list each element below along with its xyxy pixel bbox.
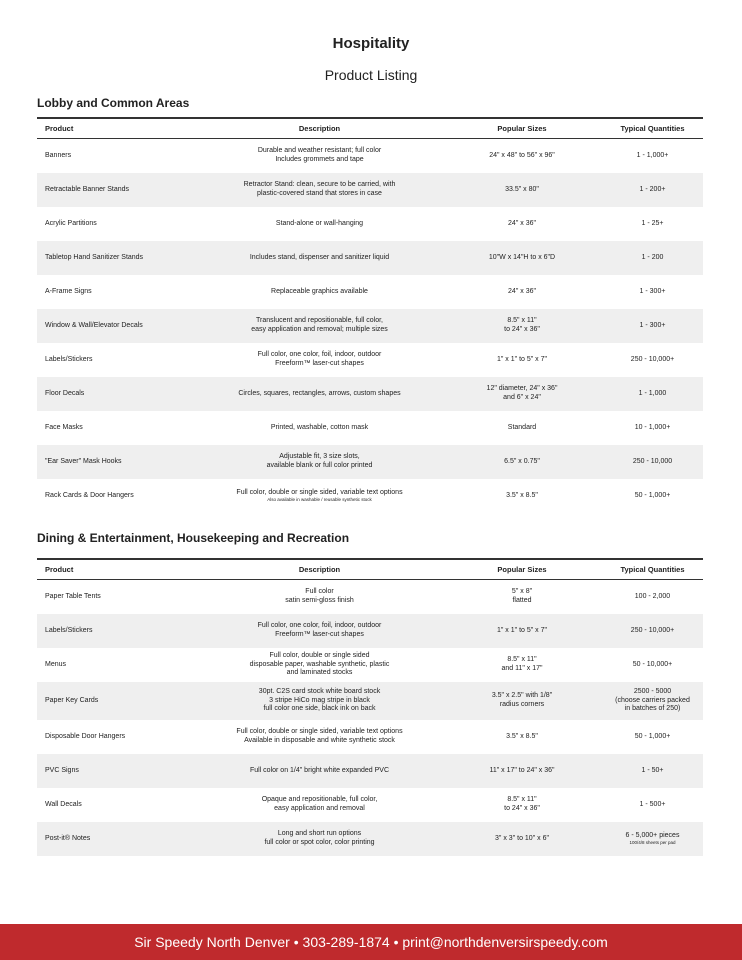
table-row <box>37 377 703 411</box>
popular-size-line: 3" x 3" to 10" x 6" <box>495 834 549 842</box>
section-heading-dining: Dining & Entertainment, Housekeeping and Recreation <box>37 531 350 545</box>
popular-size-line: 8.5" x 11" <box>507 317 537 325</box>
typical-quantity <box>602 356 703 365</box>
typical-quantity <box>602 832 703 846</box>
description-line: 3 stripe HiCo mag stripe in black <box>269 696 370 704</box>
table-row <box>37 788 703 822</box>
popular-size <box>442 288 602 297</box>
popular-size-line: 8.5" x 11" <box>507 656 537 664</box>
popular-size <box>442 317 602 335</box>
table-row <box>37 580 703 614</box>
col-header-quantities: Typical Quantities <box>620 565 685 574</box>
product-name: PVC Signs <box>45 766 79 774</box>
typical-quantity-line: 1 - 300+ <box>639 321 666 329</box>
typical-quantity-line: 100 - 2,000 <box>634 592 671 600</box>
col-header-product: Product <box>45 124 74 133</box>
typical-quantity <box>602 322 703 331</box>
description-line: and laminated stocks <box>286 669 353 677</box>
typical-quantity-line: 6 - 5,000+ pieces <box>625 832 680 840</box>
typical-quantity-line: 1 - 1,000+ <box>636 151 669 159</box>
description-line: Available in disposable and white synthetic stock <box>244 737 395 744</box>
description-line: Full color, one color, foil, indoor, outdoor <box>257 622 382 630</box>
description-line: Adjustable fit, 3 size slots, <box>279 453 360 461</box>
popular-size <box>442 152 602 161</box>
table-row <box>37 479 703 513</box>
section-heading-lobby: Lobby and Common Areas <box>37 96 190 110</box>
product-name: Menus <box>45 660 67 668</box>
table-row <box>37 411 703 445</box>
description-line: easy application and removal; multiple sizes <box>251 326 388 333</box>
description <box>197 351 442 369</box>
table-row <box>37 614 703 648</box>
description-line: Freeform™ laser-cut shapes <box>275 360 364 367</box>
popular-size-line: flatted <box>512 597 532 604</box>
typical-quantity <box>602 661 703 670</box>
popular-size-line: 24" x 36" <box>508 287 536 295</box>
description <box>197 254 442 263</box>
typical-quantity-line: 50 - 1,000+ <box>634 491 671 499</box>
description <box>197 652 442 678</box>
typical-quantity <box>602 254 703 263</box>
typical-quantity-line: 1 - 50+ <box>641 766 664 774</box>
popular-size <box>442 458 602 467</box>
typical-quantity-line: 1 - 1,000 <box>638 389 667 397</box>
popular-size-line: 3.5" x 8.5" <box>506 732 538 740</box>
typical-quantity <box>602 733 703 742</box>
description-line: full color or spot color, color printing <box>264 839 375 846</box>
description-line: Full color <box>305 588 334 596</box>
table-header <box>37 558 703 580</box>
typical-quantity <box>602 767 703 776</box>
popular-size-line: and 11" x 17" <box>501 665 543 672</box>
typical-quantity <box>602 288 703 297</box>
description-line: Includes grommets and tape <box>275 156 364 163</box>
product-table-lobby <box>37 117 703 513</box>
table-row <box>37 207 703 241</box>
popular-size-line: 1" x 1" to 5" x 7" <box>496 355 548 363</box>
description-line: Full color, double or single sided, variable text options <box>236 489 403 497</box>
popular-size <box>442 692 602 710</box>
description <box>197 220 442 229</box>
table-body <box>37 580 703 856</box>
description-line: Opaque and repositionable, full color, <box>261 796 378 804</box>
table-row <box>37 139 703 173</box>
description-line: Full color, one color, foil, indoor, outdoor <box>257 351 382 359</box>
footer-contact-bar: Sir Speedy North Denver • 303-289-1874 • print@northdenversirspeedy.com <box>0 924 742 960</box>
product-name: Window & Wall/Elevator Decals <box>45 321 143 329</box>
description-line: easy application and removal <box>274 805 365 812</box>
popular-size <box>442 424 602 433</box>
description-line: satin semi-gloss finish <box>285 597 354 604</box>
popular-size-line: 11" x 17" to 24" x 36" <box>489 766 555 774</box>
typical-quantity-line: 50 - 1,000+ <box>634 732 671 740</box>
col-header-description: Description <box>298 124 341 133</box>
typical-quantity <box>602 424 703 433</box>
description-line: Replaceable graphics available <box>271 287 368 295</box>
typical-quantity-line: 250 - 10,000 <box>632 457 673 465</box>
popular-size-line: 1" x 1" to 5" x 7" <box>496 626 548 634</box>
popular-size <box>442 356 602 365</box>
description-line: Circles, squares, rectangles, arrows, custom shapes <box>238 389 401 397</box>
description-line: Full color on 1/4" bright white expanded PVC <box>249 766 390 774</box>
typical-quantity-line: in batches of 250) <box>624 705 681 713</box>
description <box>197 830 442 848</box>
typical-quantity <box>602 492 703 501</box>
table-row <box>37 822 703 856</box>
description-line: full color one side, black ink on back <box>263 705 376 713</box>
typical-quantity <box>602 390 703 399</box>
product-name: Paper Table Tents <box>45 592 101 600</box>
typical-quantity <box>602 152 703 161</box>
product-name: Face Masks <box>45 423 83 431</box>
popular-size <box>442 385 602 403</box>
description-line: Retractor Stand: clean, secure to be carried, with <box>243 181 396 189</box>
popular-size-line: 10"W x 14"H to x 6"D <box>488 253 556 261</box>
page-title: Hospitality <box>332 35 410 52</box>
quantity-note: 100/4/8 sheets per pad <box>629 839 676 845</box>
typical-quantity-line: 1 - 200 <box>641 253 664 261</box>
description-line: Long and short run options <box>277 830 362 838</box>
popular-size <box>442 835 602 844</box>
popular-size-line: 24" x 36" <box>508 219 536 227</box>
popular-size-line: to 24" x 36" <box>504 805 540 812</box>
product-name: Labels/Stickers <box>45 626 93 634</box>
product-name: Rack Cards & Door Hangers <box>45 491 134 499</box>
product-name: Banners <box>45 151 72 159</box>
typical-quantity <box>602 627 703 636</box>
popular-size-line: to 24" x 36" <box>504 326 540 333</box>
product-name: Disposable Door Hangers <box>45 732 126 740</box>
description-line: Durable and weather resistant; full color <box>257 147 382 155</box>
popular-size <box>442 220 602 229</box>
product-name: Post-it® Notes <box>45 834 91 842</box>
typical-quantity-line: 250 - 10,000+ <box>630 626 675 634</box>
description <box>197 390 442 399</box>
typical-quantity <box>602 220 703 229</box>
popular-size-line: 33.5" x 80" <box>505 185 539 193</box>
popular-size-line: radius corners <box>499 701 545 708</box>
typical-quantity <box>602 593 703 602</box>
description <box>197 181 442 199</box>
typical-quantity-line: 2500 - 5000 <box>633 687 672 695</box>
product-table-dining <box>37 558 703 856</box>
table-row <box>37 648 703 682</box>
popular-size <box>442 656 602 674</box>
popular-size-line: and 6" x 24" <box>503 394 541 401</box>
product-name: A-Frame Signs <box>45 287 92 295</box>
table-row <box>37 309 703 343</box>
product-name: Retractable Banner Stands <box>45 185 130 193</box>
table-row <box>37 682 703 720</box>
description <box>197 796 442 814</box>
popular-size-line: 3.5" x 2.5" with 1/8" <box>491 692 553 700</box>
description <box>197 424 442 433</box>
table-row <box>37 720 703 754</box>
popular-size <box>442 627 602 636</box>
description <box>197 317 442 335</box>
col-header-description: Description <box>298 565 341 574</box>
table-row <box>37 343 703 377</box>
typical-quantity-line: 1 - 200+ <box>639 185 666 193</box>
typical-quantity-line: 1 - 300+ <box>639 287 666 295</box>
typical-quantity <box>602 186 703 195</box>
description-line: disposable paper, washable synthetic, plastic <box>249 660 390 668</box>
page-subtitle: Product Listing <box>324 67 418 83</box>
table-body <box>37 139 703 513</box>
col-header-sizes: Popular Sizes <box>497 565 547 574</box>
description <box>197 288 442 297</box>
popular-size-line: 6.5" x 0.75" <box>504 457 540 465</box>
description <box>197 489 442 503</box>
description-line: Full color, double or single sided <box>269 651 370 659</box>
typical-quantity-line: (choose carriers packed <box>615 696 690 704</box>
popular-size <box>442 796 602 814</box>
table-header <box>37 117 703 139</box>
product-name: Acrylic Partitions <box>45 219 97 227</box>
product-name: Paper Key Cards <box>45 696 99 704</box>
table-row <box>37 754 703 788</box>
popular-size <box>442 186 602 195</box>
table-row <box>37 445 703 479</box>
popular-size <box>442 254 602 263</box>
description-line: plastic-covered stand that stores in case <box>257 190 382 197</box>
popular-size <box>442 767 602 776</box>
product-name: Tabletop Hand Sanitizer Stands <box>45 253 144 261</box>
description-line: Translucent and repositionable, full color, <box>256 317 383 325</box>
table-row <box>37 275 703 309</box>
description-line: Full color, double or single sided, variable text options <box>236 728 403 736</box>
description <box>197 728 442 746</box>
popular-size <box>442 588 602 606</box>
description-line: Printed, washable, cotton mask <box>270 423 369 431</box>
description-line: Freeform™ laser-cut shapes <box>275 631 364 638</box>
product-name: Floor Decals <box>45 389 85 397</box>
popular-size-line: 24" x 48" to 56" x 96" <box>489 151 555 159</box>
col-header-sizes: Popular Sizes <box>497 124 547 133</box>
product-name: Labels/Stickers <box>45 355 93 363</box>
typical-quantity-line: 50 - 10,000+ <box>632 660 673 668</box>
table-row <box>37 173 703 207</box>
popular-size-line: 3.5" x 8.5" <box>506 491 538 499</box>
product-name: Wall Decals <box>45 800 82 808</box>
description-line: Stand-alone or wall-hanging <box>275 219 364 227</box>
description <box>197 588 442 606</box>
description-line: available blank or full color printed <box>266 462 373 469</box>
description <box>197 622 442 640</box>
description-note: Also available in washable / reusable synthetic stock <box>267 496 372 502</box>
typical-quantity <box>602 458 703 467</box>
typical-quantity-line: 250 - 10,000+ <box>630 355 675 363</box>
popular-size-line: 5" x 8" <box>511 588 533 596</box>
table-row <box>37 241 703 275</box>
typical-quantity <box>602 801 703 810</box>
popular-size <box>442 733 602 742</box>
description-line: Includes stand, dispenser and sanitizer liquid <box>249 253 390 261</box>
col-header-product: Product <box>45 565 74 574</box>
description <box>197 688 442 714</box>
col-header-quantities: Typical Quantities <box>620 124 685 133</box>
typical-quantity-line: 1 - 500+ <box>639 800 666 808</box>
popular-size-line: 12" diameter, 24" x 36" <box>486 385 558 393</box>
typical-quantity-line: 1 - 25+ <box>641 219 664 227</box>
popular-size-line: 8.5" x 11" <box>507 796 537 804</box>
popular-size-line: Standard <box>507 423 537 431</box>
description <box>197 453 442 471</box>
description <box>197 767 442 776</box>
typical-quantity-line: 10 - 1,000+ <box>634 423 671 431</box>
product-name: "Ear Saver" Mask Hooks <box>45 457 122 465</box>
popular-size <box>442 492 602 501</box>
description-line: 30pt. C2S card stock white board stock <box>258 687 381 695</box>
typical-quantity <box>602 688 703 714</box>
description <box>197 147 442 165</box>
